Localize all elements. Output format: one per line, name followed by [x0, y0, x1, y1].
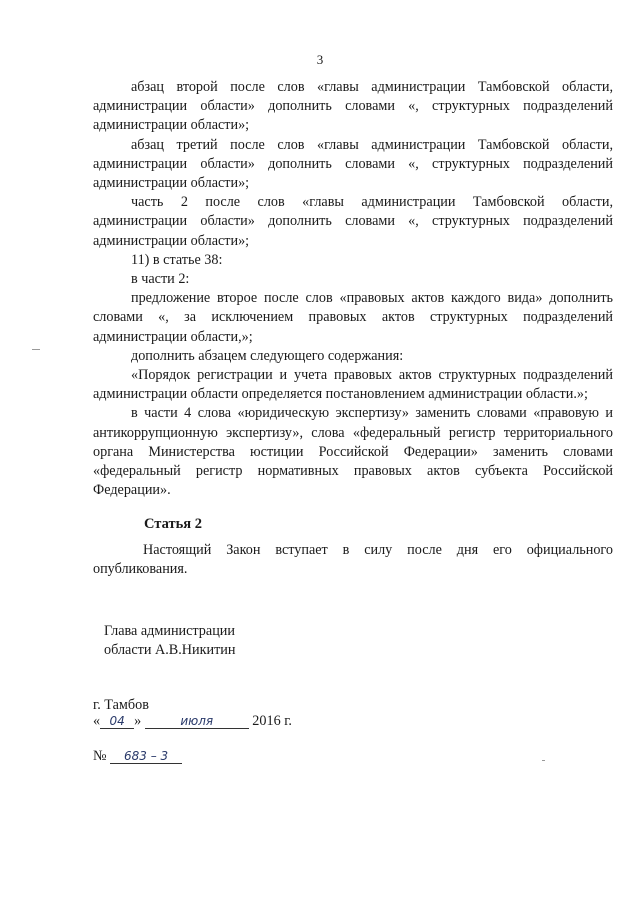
place-of-signing: г. Тамбов [93, 697, 149, 713]
scan-speck [32, 349, 40, 350]
paragraph-5: в части 2: [131, 271, 190, 288]
amendments-text [93, 78, 613, 500]
signing-date [93, 713, 292, 730]
date-open-quote: « [93, 713, 101, 729]
signatory-name: области А.В.Никитин [104, 642, 236, 659]
scan-speck [542, 760, 545, 761]
paragraph-9: в части 4 слова «юридическую экспертизу» заменить словами «правовую и антикоррупционную экспертизу», слова «федеральный регистр территориального органа Министерства юстиции Российской Федерации» заменить словами «федеральный регистр нормативных правовых актов субъекта Российской Федерации». [93, 405, 613, 499]
paragraph-6: предложение второе после слов «правовых актов каждого вида» дополнить словами «, за исключением правовых актов структурных подразделений администрации области,»; [93, 290, 613, 345]
paragraph-7: дополнить абзацем следующего содержания: [131, 347, 404, 364]
date-close-quote: » [134, 713, 142, 729]
date-day: 04 [100, 714, 134, 729]
paragraph-1: абзац второй после слов «главы администрации Тамбовской области, администрации области» дополнить словами «, структурных подразделений администрации области»; [93, 79, 613, 134]
law-number-value: 683 – 3 [110, 749, 182, 764]
paragraph-2: абзац третий после слов «главы администрации Тамбовской области, администрации области» дополнить словами «, структурных подразделений администрации области»; [93, 136, 613, 192]
page-number: 3 [316, 52, 324, 67]
article-title: Статья 2 [144, 516, 202, 532]
signature-block [104, 622, 235, 660]
article-paragraph: Настоящий Закон вступает в силу после дня его официального опубликования. [93, 542, 613, 578]
signatory-position: Глава администрации [104, 623, 235, 639]
number-sign: № [93, 748, 107, 764]
law-number [93, 748, 182, 765]
article-body [93, 541, 613, 579]
paragraph-4: 11) в статье 38: [131, 251, 223, 268]
paragraph-3: часть 2 после слов «главы администрации Тамбовской области, администрации области» дополнить словами «, структурных подразделений администрации области»; [93, 194, 613, 249]
date-month: июля [145, 714, 249, 729]
date-year: 2016 г. [252, 713, 292, 729]
paragraph-8: «Порядок регистрации и учета правовых актов структурных подразделений администрации области определяется постановлением администрации области.»; [93, 367, 613, 403]
